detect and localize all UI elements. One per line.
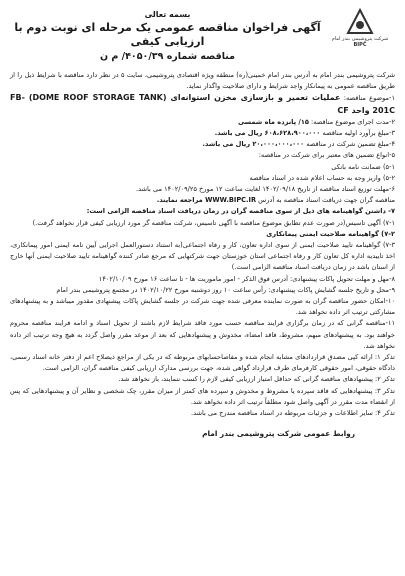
item-subject: ۱-موضوع مناقصه: عملیات تعمیر و بازسازی مخزن استوانه‌ای (DOME ROOF STORAGE TANK) FB-201C واحد CF: [10, 93, 395, 115]
notice-body: [10, 70, 395, 419]
section10: ۱۰-امکان حضور مناقصه گران به صورت نماینده معرفی شده جهت شرکت در جلسه گشایش پاکات پیشنهادی مقدور میباشد و به پیشنهادهای مشارکتی ترتیب اثر داده نخواهد شد.: [10, 297, 395, 317]
company-logo: [329, 8, 391, 64]
section8: ۸-مهل و مهلت تحویل پاکات پیشنهادی: آدرس فوق الذکر - امور ماموریت ها - تا ساعت ۱۶ مورخ ۱۴۰۲/۱۰/۰۹: [98, 274, 395, 283]
item-duration: ۲-مدت اجرای موضوع مناقصه: ۱۵/ پانزده ماه شمسی: [237, 117, 395, 126]
logo-text: شرکت پتروشیمی بندر امام: [331, 36, 389, 42]
page-title: آگهی فراخوان مناقصه عمومی یک مرحله ای نوبت دوم با ارزیابی کیفی: [14, 21, 321, 48]
logo-abbr: BIPC: [353, 42, 367, 48]
section7-item-1: ۷-۱) آگهی تاسیس(در صورت عدم تطابق موضوع مناقصه با آگهی تاسیس، شرکت مناقصه گر مورد ارزیابی کیفی قرار نخواهد گرفت.): [32, 218, 395, 227]
item-guarantee: ۴-مبلغ تضمین شرکت در مناقصه ۲۰،۰۰۰،۰۰۰،۰۰۰ ریال می باشد.: [202, 140, 395, 149]
note-2: تذکر ۲: پیشنهادهای مناقصه گرانی که حداقل امتیاز ارزیابی کیفی لازم را کسب ننمایند، باز نخواهد شد.: [118, 375, 395, 384]
note-3: تذکر ۳: پیشنهادهایی که فاقد سپرده یا مشروط و مخدوش و سپرده های کمتر از میزان مقرر، چک شخصی و نظایر آن و پیشنهادهایی که پس از انقضاء مدت مقرر در آگهی واصل شود مطلقاً ترتیب اثر داده نخواهد شد.: [10, 386, 396, 406]
notice-header: [10, 6, 395, 68]
footer-signature: روابط عمومی شرکت پتروشیمی بندر امام: [202, 429, 355, 439]
item-deposit: ۵-۲) واریز وجه به حساب اعلام شده در اسناد مناقصه: [249, 173, 395, 182]
website-link[interactable]: WWW.BIPC.IR مراجعه نمایند.: [156, 196, 257, 205]
section11: ۱۱-مناقصه گرانی که در زمان برگزاری فرایند مناقصه حسب مورد فاقد شرایط لازم باشند از تحویل اسناد و ادامه فرایند مناقصه محروم خواهند بود. به پیشنهادهای مبهم، مشروط، فاقد امضاء، مخدوش و پیشنهادهایی که بعد از موعد مقرر واصل گردد به هیچ وجه ترتیب اثر داده نخواهد شد.: [10, 319, 395, 350]
bipc-logo-icon: [345, 8, 375, 36]
section7-title: ۷- داشتن گواهینامه های ذیل از سوی مناقصه گران در زمان دریافت اسناد مناقصه الزامی است:: [86, 207, 395, 216]
tender-number: مناقصه شماره ۴۰۵۰/۳۹/ م ن: [99, 51, 236, 62]
basmala: بسمه تعالی: [144, 10, 191, 19]
item-website: مناقصه گران جهت دریافت اسناد مناقصه به آدرس WWW.BIPC.IR مراجعه نمایند.: [156, 196, 395, 205]
title-block: [10, 10, 325, 62]
item-distribution: ۶-مهلت توزیع اسناد مناقصه از تاریخ ۱۴۰۲/۰۹/۱۸ لغایت ساعت ۱۲ مورخ ۱۴۰۲/۰۹/۲۵ می باشد.: [135, 185, 395, 194]
item-estimate: ۳-مبلغ برآورد اولیه مناقصه ۶۰۸،۶۲۸،۹۰۰،۰۰۰ ریال می باشد.: [214, 129, 395, 138]
intro-paragraph: شرکت پتروشیمی بندر امام به آدرس بندر امام خمینی(ره) منطقه ویژه اقتصادی پتروشیمی، سایت ۵ در نظر دارد مناقصه با شرایط ذیل را از طریق مناقصه عمومی به پیمانکار واجد شرایط و دارای صلاحیت واگذار نماید.: [10, 71, 395, 91]
item-guarantee-types: ۵-انواع تضمین های معتبر برای شرکت در مناقصه:: [258, 151, 395, 160]
section7-item-2: ۷-۲) گواهینامه صلاحیت ایمنی پیمانکاری: [266, 229, 395, 238]
section9: ۹-محل و تاریخ جلسه گشایش پاکات پیشنهادی: رأس ساعت ۱۰ روز دوشنبه مورخ ۱۴۰۲/۱۰/۲۲ در مجتمع پتروشیمی بندر امام: [56, 285, 395, 294]
note-4: تذکر ۴: سایر اطلاعات و جزئیات مربوطه در اسناد مناقصه مندرج می باشد.: [190, 409, 395, 418]
item-bank-guarantee: ۵-۱) ضمانت نامه بانکی: [331, 162, 395, 171]
section7-item-3: ۷-۳) گواهینامه تایید صلاحیت ایمنی از سوی اداره تعاون، کار و رفاه اجتماعی(به استناد دستورالعمل اجرایی آیین نامه ایمنی امور پیمانکاری، اخذ تاییدیه اداره کل تعاون کار و رفاه اجتماعی استان خوزستان جهت شرکتهایی که مرجع صادر کننده گواهینامه تایید صلاحیت ایمنی آنها خارج از استان باشد در زمان دریافت اسناد مناقصه الزامی است.): [10, 241, 395, 272]
note-1: تذکر ۱: ارائه کپی مصدق قراردادهای مشابه انجام شده و مفاصاحسابهای مربوطه که در یکی از مراجع ذیصلاح اعم از دفتر خانه اسناد رسمی، دادگاه حقوقی، امور حقوقی کارفرمای طرف قرارداد گواهی شده، جهت بررسی مدارک ارزیابی کیفی مناقصه گران، الزامی است.: [10, 353, 395, 373]
